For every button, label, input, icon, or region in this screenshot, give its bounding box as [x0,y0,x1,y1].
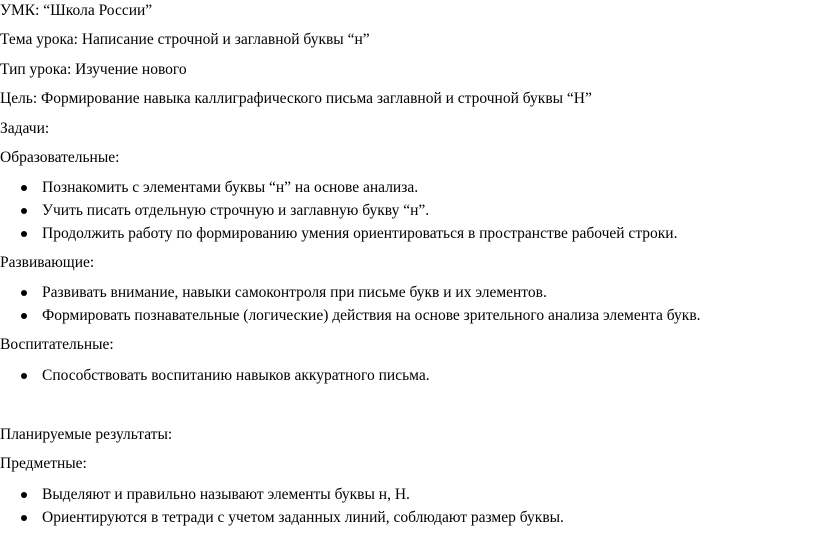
developing-item-2: Формировать познавательные (логические) действия на основе зрительного анализа элемента букв. [42,307,701,324]
educational-item-3: Продолжить работу по формированию умения ориентироваться в пространстве рабочей строки. [42,225,678,242]
results-label: Планируемые результаты: [0,426,173,443]
bullet-icon [21,492,27,498]
bullet-icon [21,185,27,191]
umk-line: УМК: “Школа России” [0,2,153,19]
bullet-icon [21,231,27,237]
results-item-2: Ориентируются в тетради с учетом заданных линий, соблюдают размер буквы. [42,509,564,526]
bullet-icon [21,208,27,214]
developing-label: Развивающие: [0,254,95,271]
developing-item-1: Развивать внимание, навыки самоконтроля при письме букв и их элементов. [42,284,547,301]
topic-line: Тема урока: Написание строчной и заглавной буквы “н” [0,31,370,48]
upbringing-label: Воспитательные: [0,336,114,353]
results-item-1: Выделяют и правильно называют элементы буквы н, Н. [42,486,410,503]
bullet-icon [21,515,27,521]
subject-results-label: Предметные: [0,455,87,472]
tasks-label: Задачи: [0,120,50,137]
educational-item-2: Учить писать отдельную строчную и заглавную букву “н”. [42,202,430,219]
lesson-type-line: Тип урока: Изучение нового [0,61,187,78]
educational-label: Образовательные: [0,149,120,166]
goal-line: Цель: Формирование навыка каллиграфического письма заглавной и строчной буквы “Н” [0,90,592,107]
upbringing-item-1: Способствовать воспитанию навыков аккуратного письма. [42,367,430,384]
educational-item-1: Познакомить с элементами буквы “н” на основе анализа. [42,179,419,196]
bullet-icon [21,290,27,296]
bullet-icon [21,313,27,319]
bullet-icon [21,373,27,379]
